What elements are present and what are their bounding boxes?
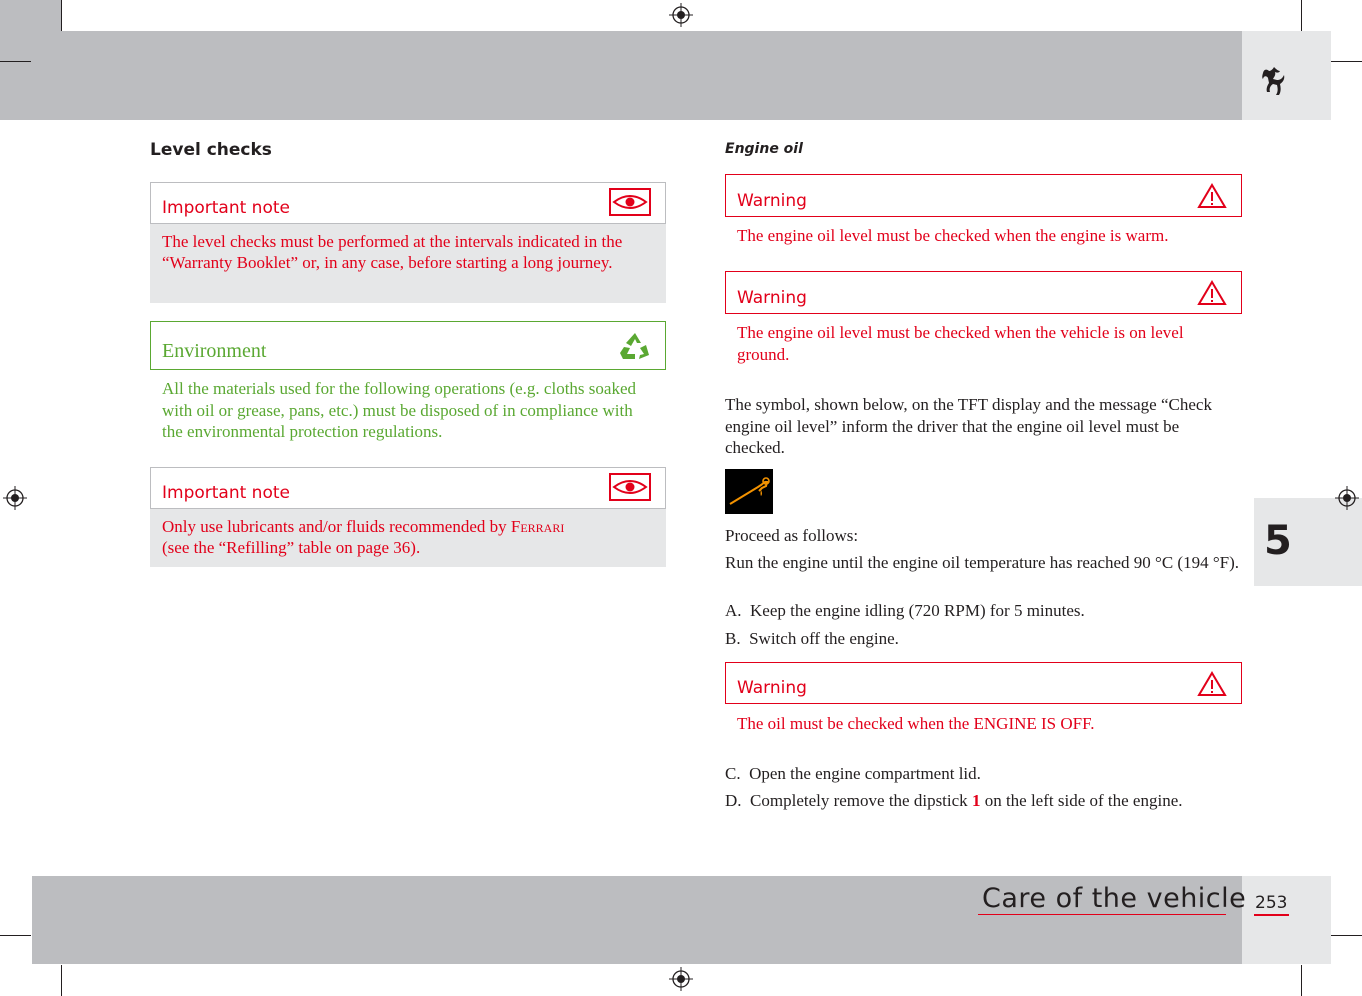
crop-mark — [1331, 61, 1362, 62]
eye-icon — [609, 188, 651, 216]
footer-chapter-title: Care of the vehicle — [982, 883, 1247, 914]
registration-mark-icon — [669, 3, 693, 27]
intro-paragraph: The symbol, shown below, on the TFT display and the message “Check engine oil level” inform the driver that the engine oil level must be checked. — [725, 395, 1212, 457]
crop-mark — [1301, 965, 1302, 996]
warning-triangle-icon — [1197, 183, 1227, 209]
step-letter: C — [725, 764, 737, 783]
important-note-label: Important note — [162, 198, 290, 218]
warning-text: The engine oil level must be checked when the engine is warm. — [737, 226, 1169, 245]
note-text: (see the “Refilling” table on page 36). — [162, 538, 421, 557]
warning-header — [725, 662, 1242, 704]
warning-header — [725, 174, 1242, 217]
footer-underline — [978, 914, 1226, 915]
registration-mark-icon — [3, 486, 27, 510]
subsection-title: Engine oil — [725, 141, 803, 157]
important-note-body: The level checks must be performed at the intervals indicated in the “Warranty Booklet” or, in any case, before starting a long journey. — [150, 224, 666, 303]
step-text: Open the engine compartment lid. — [749, 764, 981, 783]
brand-name: Ferrari — [510, 517, 565, 536]
eye-icon — [609, 473, 651, 501]
important-note-header — [150, 467, 666, 509]
environment-note-header — [150, 321, 666, 370]
note-text: Only use lubricants and/or fluids recommended by — [162, 517, 511, 536]
warning-label: Warning — [737, 288, 807, 308]
oil-can-icon — [725, 469, 773, 514]
page-number: 253 — [1255, 893, 1288, 913]
header-band — [0, 31, 1242, 120]
crop-mark — [61, 965, 62, 996]
page-number-box — [1242, 876, 1331, 964]
step-letter: A — [725, 601, 738, 620]
dipstick-reference: 1 — [971, 791, 981, 810]
crop-mark — [0, 935, 31, 936]
warning-header — [725, 271, 1242, 314]
important-note-label: Important note — [162, 483, 290, 503]
prancing-horse-logo — [1242, 31, 1331, 120]
step-d: D. Completely remove the dipstick 1 on the left side of the engine. — [725, 791, 1183, 810]
step-text: Switch off the engine. — [749, 629, 899, 648]
environment-note-body: All the materials used for the following operations (e.g. cloths soaked with oil or grease, pans, etc.) must be disposed of in compliance with the environmental protection regulations. — [162, 379, 636, 441]
header-band-corner — [0, 0, 61, 31]
step-letter: D — [725, 791, 738, 810]
step-text: Completely remove the dipstick — [750, 791, 972, 810]
crop-mark — [1301, 0, 1302, 31]
warning-triangle-icon — [1197, 671, 1227, 697]
run-engine-text: Run the engine until the engine oil temperature has reached 90 °C (194 °F). — [725, 553, 1240, 572]
proceed-text: Proceed as follows: — [725, 526, 859, 545]
warning-text: The oil must be checked when the ENGINE IS OFF. — [737, 714, 1095, 733]
registration-mark-icon — [1335, 486, 1359, 510]
section-title: Level checks — [150, 140, 272, 160]
crop-mark — [0, 61, 31, 62]
chapter-number: 5 — [1264, 518, 1292, 564]
warning-label: Warning — [737, 191, 807, 211]
important-note-header — [150, 182, 666, 224]
step-text: on the left side of the engine. — [980, 791, 1183, 810]
registration-mark-icon — [669, 967, 693, 991]
step-text: Keep the engine idling (720 RPM) for 5 minutes. — [750, 601, 1085, 620]
crop-mark — [1331, 935, 1362, 936]
page-number-underline — [1254, 914, 1289, 916]
important-note-body — [150, 509, 666, 567]
environment-note-label: Environment — [162, 340, 267, 362]
step-a: A. Keep the engine idling (720 RPM) for 5 minutes. — [725, 601, 1085, 620]
warning-triangle-icon — [1197, 280, 1227, 306]
step-b: B. Switch off the engine. — [725, 629, 899, 648]
logo-box — [1242, 31, 1331, 120]
warning-label: Warning — [737, 678, 807, 698]
step-letter: B — [725, 629, 737, 648]
warning-text: The engine oil level must be checked when the vehicle is on level ground. — [737, 323, 1184, 364]
recycle-icon — [619, 331, 651, 361]
crop-mark — [61, 0, 62, 31]
step-c: C. Open the engine compartment lid. — [725, 764, 981, 783]
